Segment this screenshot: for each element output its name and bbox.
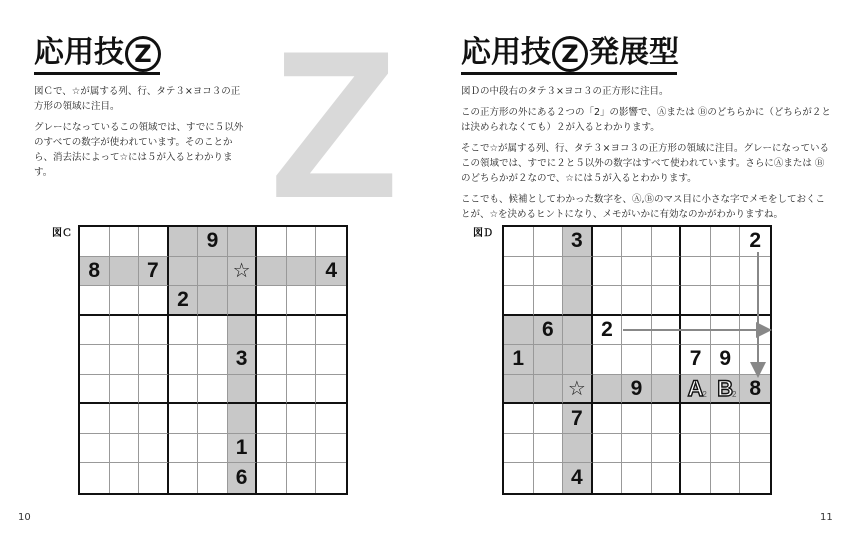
page-title-right: 応用技 Z 発展型 <box>461 35 679 70</box>
circled-z-icon: Z <box>125 36 161 72</box>
grid-cell <box>652 316 682 346</box>
grid-cell <box>593 463 623 493</box>
grid-cell <box>110 227 140 257</box>
cell-digit: 9 <box>719 347 731 371</box>
grid-cell <box>139 375 169 405</box>
grid-cell <box>563 227 593 257</box>
grid-cell <box>740 227 770 257</box>
grid-cell <box>593 227 623 257</box>
grid-cell <box>257 257 287 287</box>
grid-cell <box>534 375 564 405</box>
grid-cell <box>740 286 770 316</box>
grid-cell <box>287 257 317 287</box>
grid-cell <box>198 227 228 257</box>
grid-cell <box>139 434 169 464</box>
grid-cell <box>198 345 228 375</box>
paragraph: 図Ｃで、☆が属する列、行、タテ３×ヨコ３の正方形の領域に注目。 <box>34 86 241 112</box>
grid-cell <box>504 404 534 434</box>
grid-cell <box>711 316 741 346</box>
grid-cell <box>504 345 534 375</box>
cell-digit: 9 <box>630 376 643 400</box>
grid-cell <box>652 463 682 493</box>
grid-cell <box>228 404 258 434</box>
cell-digit: 8 <box>749 376 762 400</box>
grid-cell <box>622 434 652 464</box>
grid-cell <box>593 434 623 464</box>
figure-label-c: 図Ｃ <box>52 228 72 239</box>
cell-digit: 9 <box>206 229 219 253</box>
grid-cell <box>711 345 741 375</box>
grid-cell <box>316 227 346 257</box>
grid-cell <box>169 375 199 405</box>
grid-cell <box>740 345 770 375</box>
cell-digit: 4 <box>325 258 338 282</box>
memo-digit: 2 <box>731 390 737 400</box>
cell-digit: 6 <box>541 317 554 341</box>
grid-cell <box>681 257 711 287</box>
grid-cell <box>110 463 140 493</box>
grid-cell <box>711 286 741 316</box>
grid-cell <box>652 345 682 375</box>
grid-cell <box>110 286 140 316</box>
grid-cell <box>622 257 652 287</box>
grid-cell <box>711 375 741 405</box>
grid-cell <box>228 286 258 316</box>
circled-z-icon: Z <box>552 36 588 72</box>
grid-cell <box>652 286 682 316</box>
cell-digit: 2 <box>177 287 189 311</box>
grid-cell <box>681 463 711 493</box>
sudoku-grid-c <box>78 225 348 495</box>
grid-cell <box>139 404 169 434</box>
left-body-text <box>34 84 246 186</box>
grid-cell <box>622 316 652 346</box>
grid-cell <box>504 434 534 464</box>
grid-cell <box>563 286 593 316</box>
candidate-cell-label: B <box>717 375 734 401</box>
grid-cell <box>316 286 346 316</box>
grid-cell <box>711 434 741 464</box>
grid-cell <box>681 286 711 316</box>
grid-cell <box>740 463 770 493</box>
cell-digit: 7 <box>689 347 702 371</box>
grid-cell <box>534 345 564 375</box>
title-underline <box>461 72 677 75</box>
grid-cell <box>681 434 711 464</box>
grid-cell <box>198 404 228 434</box>
grid-cell <box>563 463 593 493</box>
grid-cell <box>563 404 593 434</box>
grid-cell <box>534 227 564 257</box>
grid-cell <box>504 227 534 257</box>
grid-cell <box>740 257 770 287</box>
figure-label-d: 図Ｄ <box>473 228 493 239</box>
grid-cell <box>198 257 228 287</box>
grid-cell <box>593 286 623 316</box>
grid-cell <box>534 286 564 316</box>
grid-cell <box>139 227 169 257</box>
grid-cell <box>504 463 534 493</box>
grid-cell <box>740 404 770 434</box>
grid-cell <box>80 404 110 434</box>
page-number-right: 11 <box>820 512 833 523</box>
watermark-z: Z <box>270 7 399 242</box>
grid-cell <box>652 434 682 464</box>
grid-cell <box>169 463 199 493</box>
grid-cell <box>740 375 770 405</box>
grid-cell <box>287 286 317 316</box>
cell-digit: 3 <box>571 229 583 253</box>
grid-cell <box>681 316 711 346</box>
cell-digit: 8 <box>88 258 101 282</box>
grid-cell <box>169 404 199 434</box>
paragraph: 図Ｄの中段右のタテ３×ヨコ３の正方形に注目。 <box>461 86 669 97</box>
grid-cell <box>652 375 682 405</box>
grid-cell <box>80 316 110 346</box>
grid-cell <box>80 257 110 287</box>
cell-digit: 6 <box>235 466 248 490</box>
grid-cell <box>504 257 534 287</box>
grid-cell <box>198 316 228 346</box>
title-underline <box>34 72 160 75</box>
grid-cell <box>593 404 623 434</box>
grid-cell <box>228 375 258 405</box>
grid-cell <box>80 434 110 464</box>
right-page <box>425 0 850 535</box>
grid-cell <box>711 463 741 493</box>
grid-cell <box>198 286 228 316</box>
grid-cell <box>287 463 317 493</box>
grid-cell <box>287 227 317 257</box>
grid-cell <box>110 375 140 405</box>
grid-cell <box>563 257 593 287</box>
cell-digit: 2 <box>749 229 762 253</box>
grid-cell <box>504 375 534 405</box>
grid-cell <box>622 375 652 405</box>
right-body-text <box>461 84 833 228</box>
cell-digit: 4 <box>571 466 583 490</box>
grid-cell <box>257 345 287 375</box>
grid-cell <box>228 316 258 346</box>
grid-cell <box>80 227 110 257</box>
grid-cell <box>740 434 770 464</box>
grid-cell <box>139 257 169 287</box>
grid-cell <box>257 404 287 434</box>
grid-cell <box>622 345 652 375</box>
candidate-cell-label: A <box>687 375 704 401</box>
grid-cell <box>110 257 140 287</box>
grid-cell <box>287 316 317 346</box>
grid-cell <box>80 345 110 375</box>
grid-cell <box>228 345 258 375</box>
grid-cell <box>169 286 199 316</box>
page-number-left: 10 <box>18 512 31 523</box>
grid-cell <box>80 286 110 316</box>
grid-cell <box>169 345 199 375</box>
grid-cell <box>652 257 682 287</box>
grid-cell <box>257 227 287 257</box>
grid-cell <box>110 345 140 375</box>
grid-cell <box>681 375 711 405</box>
grid-cell <box>110 404 140 434</box>
grid-cell <box>563 434 593 464</box>
grid-cell <box>169 434 199 464</box>
star-icon: ☆ <box>232 260 251 283</box>
grid-cell <box>228 434 258 464</box>
grid-cell <box>504 286 534 316</box>
cell-digit: 1 <box>512 347 525 371</box>
grid-cell <box>316 463 346 493</box>
grid-cell <box>287 434 317 464</box>
grid-cell <box>622 463 652 493</box>
grid-cell <box>198 463 228 493</box>
cell-digit: 2 <box>601 317 613 341</box>
cell-digit: 7 <box>571 406 583 430</box>
grid-cell <box>228 257 258 287</box>
grid-cell <box>652 404 682 434</box>
grid-cell <box>316 375 346 405</box>
grid-cell <box>139 345 169 375</box>
grid-cell <box>257 375 287 405</box>
grid-cell <box>534 434 564 464</box>
grid-cell <box>169 227 199 257</box>
paragraph: そこで☆が属する列、行、タテ３×ヨコ３の正方形の領域に注目。グレーになっているこの領域では、すでに２と５以外の数字はすべて使われています。さらにⒶまたは Ⓑのどちらかが２なので、☆には５が入るとわかります。 <box>461 143 829 184</box>
grid-cell <box>711 404 741 434</box>
grid-cell <box>316 345 346 375</box>
grid-cell <box>110 434 140 464</box>
grid-cell <box>593 257 623 287</box>
grid-cell <box>593 345 623 375</box>
cell-digit: 7 <box>147 258 159 282</box>
grid-cell <box>316 257 346 287</box>
cell-digit: 3 <box>235 347 248 371</box>
grid-cell <box>534 404 564 434</box>
grid-cell <box>740 316 770 346</box>
grid-cell <box>534 257 564 287</box>
grid-cell <box>652 227 682 257</box>
grid-cell <box>711 227 741 257</box>
grid-cell <box>228 227 258 257</box>
grid-cell <box>169 257 199 287</box>
grid-cell <box>287 375 317 405</box>
grid-cell <box>198 375 228 405</box>
grid-cell <box>139 316 169 346</box>
grid-cell <box>534 463 564 493</box>
grid-cell <box>534 316 564 346</box>
grid-cell <box>681 404 711 434</box>
grid-cell <box>287 345 317 375</box>
grid-cell <box>139 463 169 493</box>
grid-cell <box>681 227 711 257</box>
paragraph: グレーになっているこの領域では、すでに５以外のすべての数字が使われています。そのことから、消去法によって☆には５が入るとわかります。 <box>34 122 244 178</box>
page-title-left: 応用技 Z <box>34 36 162 72</box>
grid-cell <box>681 345 711 375</box>
grid-cell <box>110 316 140 346</box>
paragraph: ここでも、候補としてわかった数字を、Ⓐ,Ⓑのマス目に小さな字でメモをしておくことが、☆を決めるヒントになり、メモがいかに有効なのかがわかりますね。 <box>461 194 826 220</box>
grid-cell <box>622 404 652 434</box>
grid-cell <box>80 375 110 405</box>
cell-digit: 1 <box>235 436 248 460</box>
grid-cell <box>316 316 346 346</box>
grid-cell <box>622 227 652 257</box>
grid-cell <box>316 404 346 434</box>
grid-cell <box>257 434 287 464</box>
grid-cell <box>563 345 593 375</box>
grid-cell <box>563 375 593 405</box>
grid-cell <box>257 286 287 316</box>
memo-digit: 2 <box>702 390 707 400</box>
grid-cell <box>622 286 652 316</box>
sudoku-grid-d <box>502 225 772 495</box>
grid-cell <box>711 257 741 287</box>
grid-cell <box>287 404 317 434</box>
grid-cell <box>504 316 534 346</box>
grid-cell <box>169 316 199 346</box>
grid-cell <box>563 316 593 346</box>
grid-cell <box>80 463 110 493</box>
grid-cell <box>257 316 287 346</box>
star-icon: ☆ <box>567 378 586 401</box>
grid-cell <box>593 316 623 346</box>
grid-cell <box>593 375 623 405</box>
grid-cell <box>139 286 169 316</box>
grid-cell <box>198 434 228 464</box>
grid-cell <box>257 463 287 493</box>
paragraph: この正方形の外にある２つの「2」の影響で、Ⓐまたは Ⓑのどちらかに（どちらが２とは決められなくても）２が入るとわかります。 <box>461 107 831 133</box>
grid-cell <box>228 463 258 493</box>
grid-cell <box>316 434 346 464</box>
